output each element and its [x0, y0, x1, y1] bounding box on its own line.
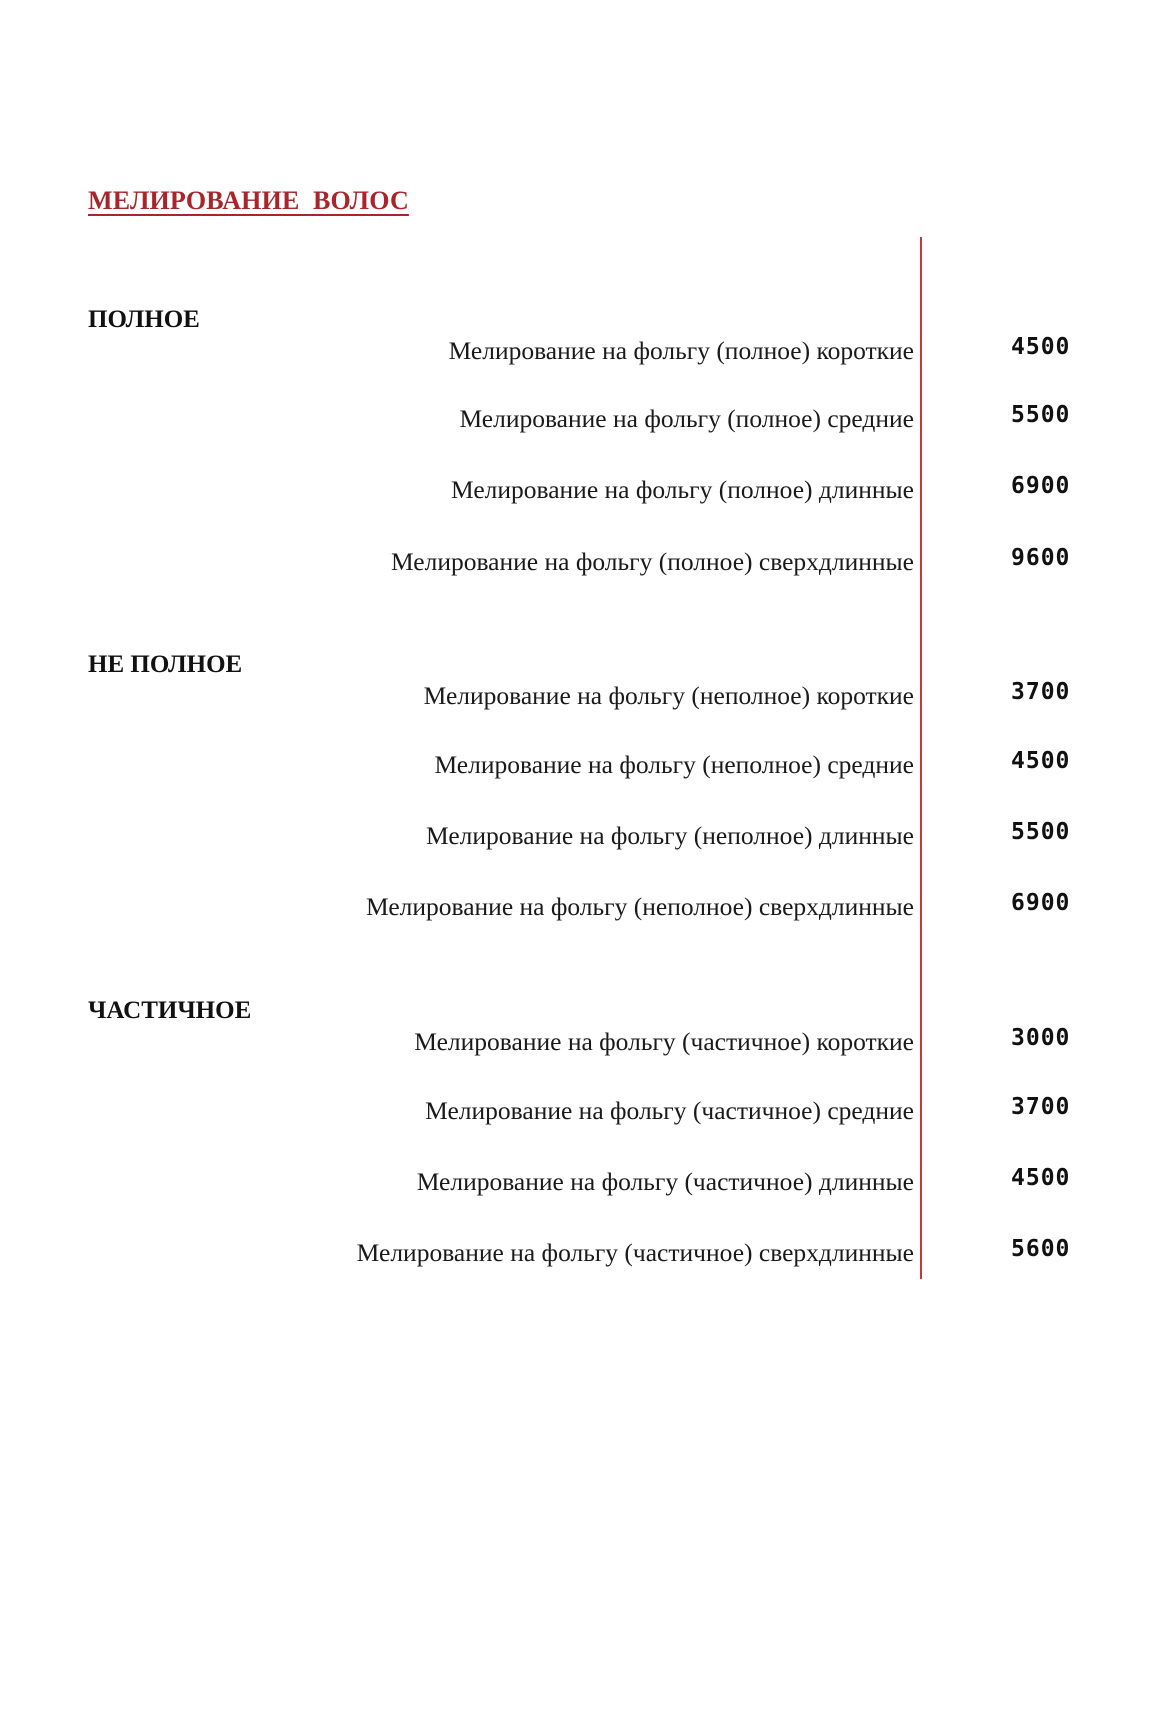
service-name: Мелирование на фольгу (полное) длинные [450, 475, 914, 504]
service-price: 4500 [1011, 748, 1071, 774]
price-row [0, 1027, 1153, 1061]
service-name: Мелирование на фольгу (частичное) длинные [416, 1167, 914, 1196]
price-row [0, 681, 1153, 715]
price-row [0, 1096, 1153, 1130]
price-row [0, 821, 1153, 855]
service-name: Мелирование на фольгу (частичное) средние [425, 1096, 914, 1125]
service-name: Мелирование на фольгу (неполное) длинные [426, 821, 914, 850]
service-name: Мелирование на фольгу (неполное) сверхдлинные [365, 892, 914, 921]
service-name: Мелирование на фольгу (частичное) сверхдлинные [356, 1238, 914, 1267]
service-price: 5500 [1011, 819, 1071, 845]
service-price: 6900 [1011, 473, 1071, 499]
service-price: 3000 [1011, 1025, 1071, 1051]
service-price: 4500 [1011, 1165, 1071, 1191]
service-price: 4500 [1011, 334, 1071, 360]
service-name: Мелирование на фольгу (частичное) короткие [414, 1027, 914, 1056]
service-price: 9600 [1011, 545, 1071, 571]
price-row [0, 1238, 1153, 1272]
service-price: 3700 [1011, 679, 1071, 705]
price-row [0, 475, 1153, 509]
service-name: Мелирование на фольгу (полное) средние [459, 404, 914, 433]
section-title: НЕ ПОЛНОЕ [88, 651, 243, 678]
price-row [0, 336, 1153, 370]
service-name: Мелирование на фольгу (полное) сверхдлинные [390, 547, 914, 576]
price-row [0, 750, 1153, 784]
price-row [0, 1167, 1153, 1201]
price-row [0, 892, 1153, 926]
service-price: 3700 [1011, 1094, 1071, 1120]
service-price: 6900 [1011, 890, 1071, 916]
service-name: Мелирование на фольгу (неполное) средние [434, 750, 914, 779]
service-price: 5500 [1011, 402, 1071, 428]
price-row [0, 547, 1153, 581]
section-title: ПОЛНОЕ [88, 306, 200, 333]
service-price: 5600 [1011, 1236, 1071, 1262]
price-row [0, 404, 1153, 438]
service-name: Мелирование на фольгу (полное) короткие [448, 336, 914, 365]
service-name: Мелирование на фольгу (неполное) короткие [423, 681, 914, 710]
page-title: МЕЛИРОВАНИЕ ВОЛОС [88, 186, 409, 215]
section-title: ЧАСТИЧНОЕ [88, 997, 252, 1024]
